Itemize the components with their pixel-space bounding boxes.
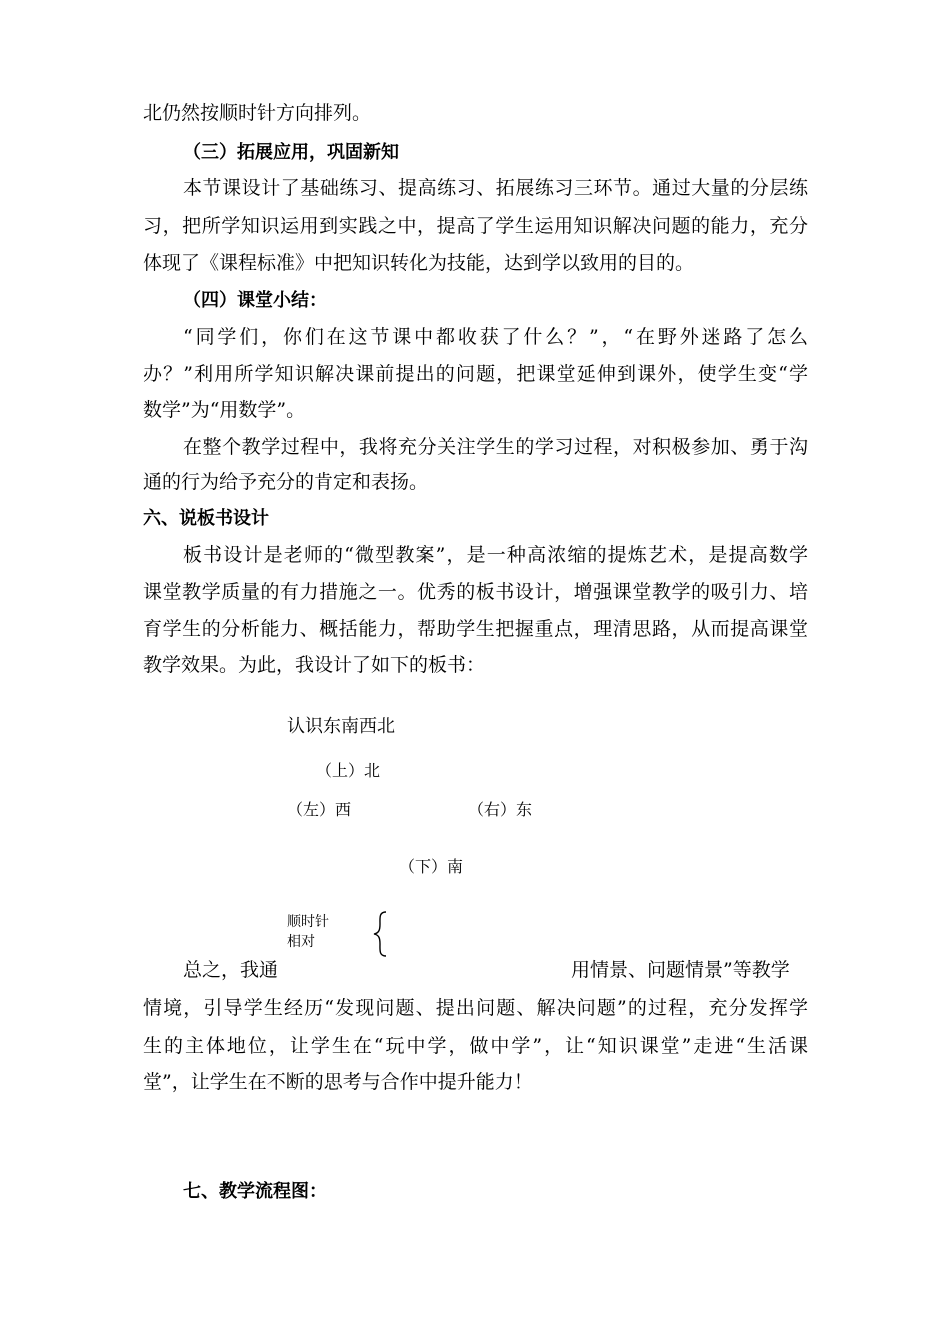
section6-heading: 六、说板书设计 [143,508,269,529]
section6-para-line: 教学效果。为此，我设计了如下的板书： [143,654,486,676]
section3-heading: （三）拓展应用，巩固新知 [183,142,399,163]
board-opposite: 相对 [287,934,315,950]
summary-line: 生的主体地位，让学生在“玩中学，做中学”，让“知识课堂”走进“生活课 [143,1035,808,1057]
board-title: 认识东南西北 [287,716,395,737]
board-west: （左）西 [287,800,352,819]
section3-para-line: 本节课设计了基础练习、提高练习、拓展练习三环节。通过大量的分层练 [183,177,808,199]
section4-para-line: 数学”为“用数学”。 [143,399,306,421]
section4-para-line: “同学们，你们在这节课中都收获了什么？”，“在野外迷路了怎么 [183,326,808,348]
board-south: （下）南 [399,857,464,876]
summary-line-left: 总之，我通 [183,959,279,981]
summary-line: 情境，引导学生经历“发现问题、提出问题、解决问题”的过程，充分发挥学 [143,997,808,1019]
section4-para-line: 通的行为给予充分的肯定和表扬。 [143,471,429,493]
section7-heading: 七、教学流程图： [183,1181,327,1202]
summary-line-right: 用情景、问题情景”等教学 [571,959,790,981]
board-east: （右）东 [468,800,533,819]
section3-para-line: 习，把所学知识运用到实践之中，提高了学生运用知识解决问题的能力，充分 [143,215,808,237]
continued-text: 北仍然按顺时针方向排列。 [143,102,372,124]
section4-heading: （四）课堂小结： [183,290,327,311]
section3-para-line: 体现了《课程标准》中把知识转化为技能，达到学以致用的目的。 [143,252,695,274]
curly-brace-icon [370,910,392,958]
section6-para-line: 课堂教学质量的有力措施之一。优秀的板书设计，增强课堂教学的吸引力、培 [143,581,808,603]
section6-para-line: 板书设计是老师的“微型教案”，是一种高浓缩的提炼艺术，是提高数学 [183,544,808,566]
section6-para-line: 育学生的分析能力、概括能力，帮助学生把握重点，理清思路，从而提高课堂 [143,618,808,640]
section4-para-line: 办？”利用所学知识解决课前提出的问题，把课堂延伸到课外，使学生变“学 [143,363,808,385]
section4-para-line: 在整个教学过程中，我将充分关注学生的学习过程，对积极参加、勇于沟 [183,436,808,458]
summary-line: 堂”，让学生在不断的思考与合作中提升能力！ [143,1071,533,1093]
board-clockwise: 顺时针 [287,914,329,930]
board-north: （上）北 [316,761,381,780]
